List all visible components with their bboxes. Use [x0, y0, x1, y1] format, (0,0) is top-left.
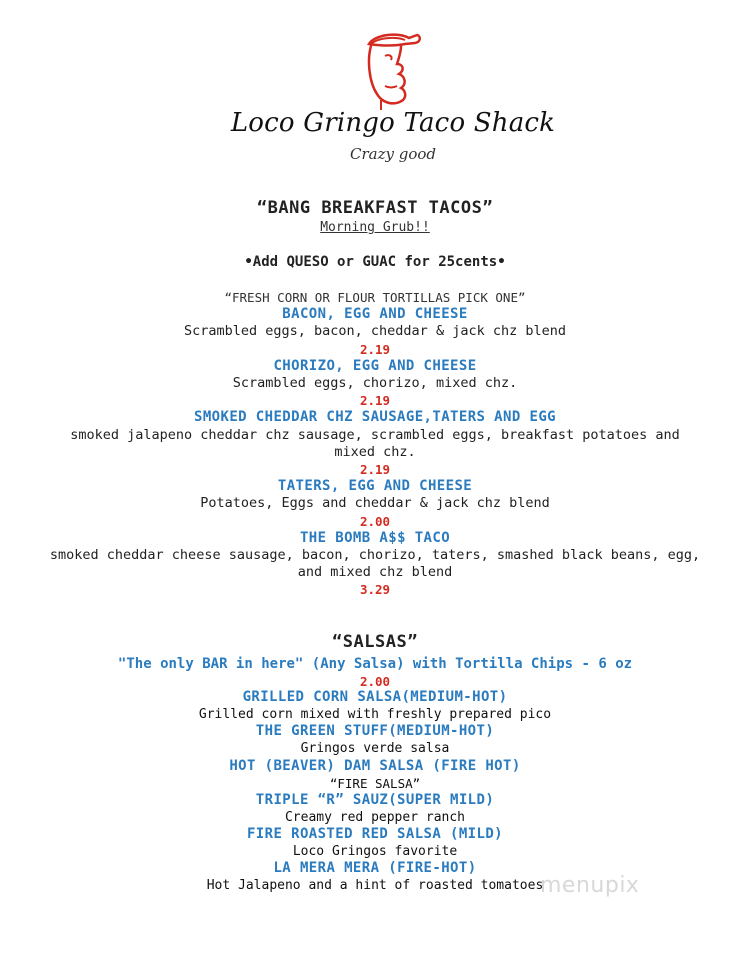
salsa-name: FIRE ROASTED RED SALSA (MILD): [246, 826, 504, 842]
menu-item-name: TATERS, EGG AND CHEESE: [277, 478, 473, 494]
salsa-desc: “FIRE SALSA”: [329, 776, 421, 791]
menu-item-name: THE BOMB A$$ TACO: [299, 530, 451, 546]
tortilla-note: “FRESH CORN OR FLOUR TORTILLAS PICK ONE”: [224, 290, 526, 305]
menu-item-price: 2.19: [359, 393, 391, 408]
brand-name: Loco Gringo Taco Shack: [230, 108, 556, 138]
salsa-desc: Grilled corn mixed with freshly prepared pico: [198, 707, 552, 722]
salsa-desc: Loco Gringos favorite: [292, 844, 458, 859]
menu-item-desc: smoked cheddar cheese sausage, bacon, chorizo, taters, smashed black beans, egg,: [49, 547, 701, 563]
salsa-desc: Creamy red pepper ranch: [284, 810, 465, 825]
menu-item-price: 2.00: [359, 514, 391, 529]
salsa-bar-line: "The only BAR in here" (Any Salsa) with Tortilla Chips - 6 oz: [117, 656, 633, 672]
menu-item-desc: Potatoes, Eggs and cheddar & jack chz blend: [200, 495, 550, 511]
salsa-desc: Hot Jalapeno and a hint of roasted tomatoes: [206, 878, 544, 893]
tagline: Crazy good: [349, 145, 436, 163]
menu-item-price: 3.29: [359, 582, 391, 597]
salsa-name: THE GREEN STUFF(MEDIUM-HOT): [255, 723, 495, 739]
salsa-name: GRILLED CORN SALSA(MEDIUM-HOT): [242, 689, 508, 705]
salsa-name: TRIPLE “R” SAUZ(SUPER MILD): [255, 792, 495, 808]
menu-item-price: 2.19: [359, 462, 391, 477]
addon-note: •Add QUESO or GUAC for 25cents•: [244, 254, 506, 270]
menu-item-name: CHORIZO, EGG AND CHEESE: [273, 358, 477, 374]
breakfast-section-title: “BANG BREAKFAST TACOS”: [256, 198, 494, 218]
menu-item-desc: smoked jalapeno cheddar chz sausage, scrambled eggs, breakfast potatoes and: [70, 427, 680, 443]
menu-item-desc: Scrambled eggs, chorizo, mixed chz.: [232, 375, 518, 391]
menu-item-name: BACON, EGG AND CHEESE: [282, 306, 468, 322]
salsa-desc: Gringos verde salsa: [300, 741, 450, 756]
menu-item-name: SMOKED CHEDDAR CHZ SAUSAGE,TATERS AND EGG: [194, 409, 556, 425]
salsa-name: LA MERA MERA (FIRE-HOT): [273, 860, 477, 876]
watermark: menupix: [540, 873, 640, 898]
salsas-section-title: “SALSAS”: [332, 632, 418, 652]
salsa-name: HOT (BEAVER) DAM SALSA (FIRE HOT): [229, 758, 521, 774]
menu-item-price: 2.19: [359, 342, 391, 357]
breakfast-subtitle: Morning Grub!!: [320, 220, 430, 235]
menu-item-desc: Scrambled eggs, bacon, cheddar & jack chz blend: [183, 323, 566, 339]
menu-item-desc: mixed chz.: [334, 444, 416, 460]
logo-face-icon: [355, 30, 425, 112]
menu-item-desc: and mixed chz blend: [297, 564, 453, 580]
salsa-bar-price: 2.00: [359, 674, 391, 689]
